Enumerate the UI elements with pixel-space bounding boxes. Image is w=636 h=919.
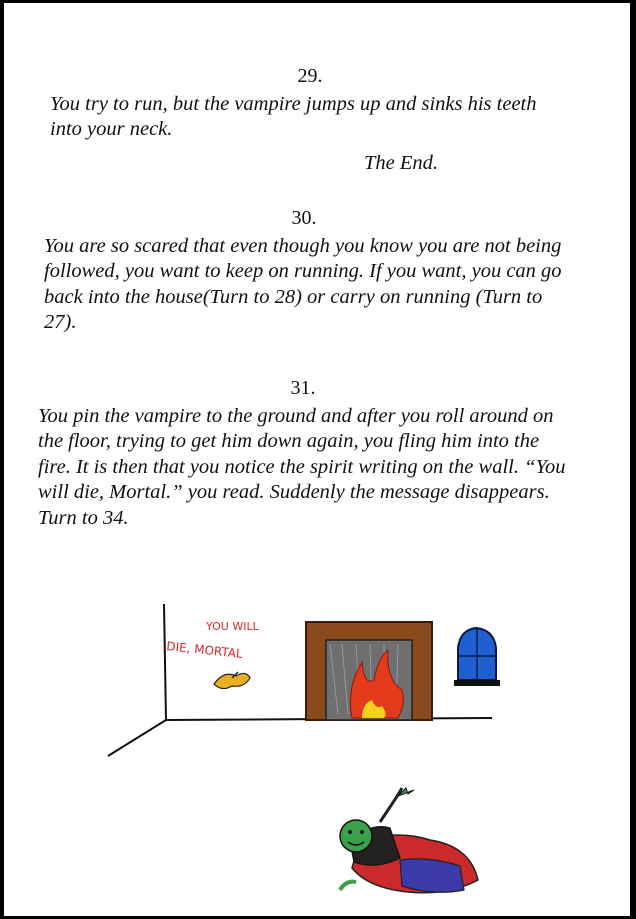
section-29 bbox=[50, 64, 570, 176]
vampire-face bbox=[340, 820, 372, 852]
section-text: You try to run, but the vampire jumps up and sinks his teeth into your neck. bbox=[50, 92, 537, 140]
window-icon bbox=[454, 628, 500, 686]
section-number: 29. bbox=[297, 65, 323, 87]
childs-drawing bbox=[0, 560, 636, 915]
room-lines bbox=[108, 604, 492, 756]
wall-writing bbox=[166, 620, 260, 661]
section-number: 30. bbox=[291, 207, 317, 229]
the-end-label: The End. bbox=[363, 151, 438, 174]
vampire-figure bbox=[340, 788, 478, 893]
spirit-figure-icon bbox=[214, 672, 250, 689]
fireplace bbox=[306, 622, 432, 720]
wall-writing-line2: DIE, MORTAL bbox=[165, 639, 244, 661]
section-text: You are so scared that even though you know you are not being followed, you want to keep on running. If you want, you can go back into the house(Turn to 28) or carry on running (Turn to 27). bbox=[44, 234, 562, 333]
section-30 bbox=[44, 206, 564, 336]
section-31 bbox=[38, 376, 568, 531]
section-number: 31. bbox=[290, 377, 316, 399]
wall-writing-line1: YOU WILL bbox=[206, 620, 259, 633]
section-text: You pin the vampire to the ground and after you roll around on the floor, trying to get him down again, you fling him into the fire. It is then that you notice the spirit writing on the wall. “You will die, Mortal.” you read. Suddenly the message disappears. Turn to 34. bbox=[38, 404, 566, 529]
